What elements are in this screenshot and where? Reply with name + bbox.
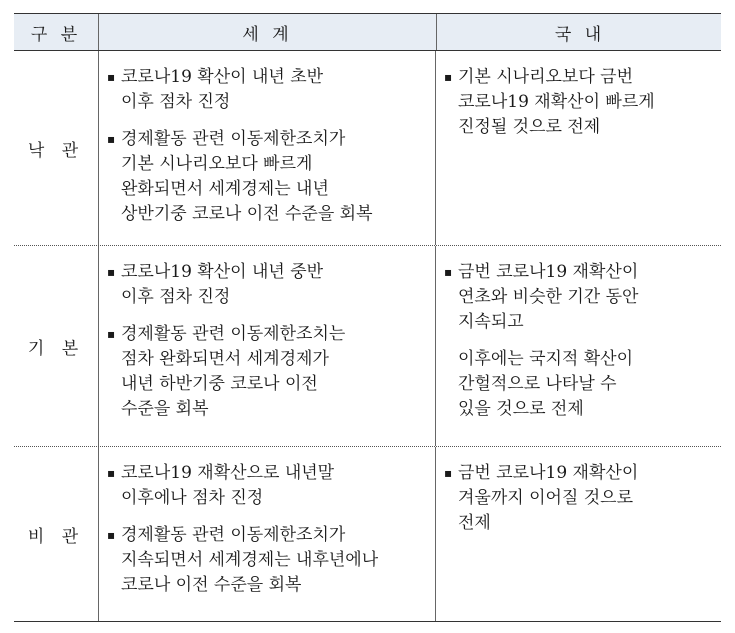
list-item: ▪ 금번 코로나19 재확산이 겨울까지 이어질 것으로 전제	[444, 461, 713, 536]
domestic-cell	[435, 246, 721, 446]
header-domestic: 국 내	[436, 14, 723, 50]
list-item: ▪ 코로나19 확산이 내년 초반 이후 점차 진정	[107, 65, 427, 115]
bullet: ▪	[107, 466, 116, 480]
row-label: 기 본	[27, 338, 85, 359]
bullet: ▪	[107, 528, 116, 542]
world-cell	[98, 246, 435, 446]
list-item: ▪ 금번 코로나19 재확산이 연초와 비슷한 기간 동안 지속되고	[444, 260, 713, 335]
list-item: ▪ 기본 시나리오보다 금번 코로나19 재확산이 빠르게 진정될 것으로 전제	[444, 65, 713, 140]
row-label: 낙 관	[27, 140, 85, 161]
header-world: 세 계	[98, 14, 436, 50]
table-row-pessimistic	[14, 446, 721, 621]
table-row-optimistic	[14, 51, 721, 245]
domestic-cell	[435, 447, 721, 621]
list-item: ▪ 경제활동 관련 이동제한조치는 점차 완화되면서 세계경제가 내년 하반기중 코로나 이전 수준을 회복	[107, 322, 427, 422]
world-cell	[98, 447, 435, 621]
bullet: ▪	[444, 70, 453, 84]
header-category: 구 분	[30, 24, 82, 45]
bullet: ▪	[107, 70, 116, 84]
scenario-table	[14, 13, 721, 622]
bullet: ▪	[107, 265, 116, 279]
list-item: ▪ 코로나19 확산이 내년 중반 이후 점차 진정	[107, 260, 427, 310]
list-item: ▪ 경제활동 관련 이동제한조치가 지속되면서 세계경제는 내후년에나 코로나 이전 수준을 회복	[107, 523, 427, 598]
table-row-baseline	[14, 245, 721, 446]
bullet: ▪	[444, 466, 453, 480]
world-cell	[98, 51, 435, 245]
list-item: ▪ 경제활동 관련 이동제한조치가 기본 시나리오보다 빠르게 완화되면서 세계경제는 내년 상반기중 코로나 이전 수준을 회복	[107, 127, 427, 227]
row-label: 비 관	[27, 526, 85, 547]
list-item: ▪ 코로나19 재확산으로 내년말 이후에나 점차 진정	[107, 461, 427, 511]
bullet: ▪	[107, 327, 116, 341]
bullet: ▪	[107, 132, 116, 146]
table-header	[14, 14, 721, 51]
bullet: ▪	[444, 265, 453, 279]
list-item-continuation: 이후에는 국지적 확산이 간헐적으로 나타날 수 있을 것으로 전제	[458, 349, 634, 419]
domestic-cell	[435, 51, 721, 245]
